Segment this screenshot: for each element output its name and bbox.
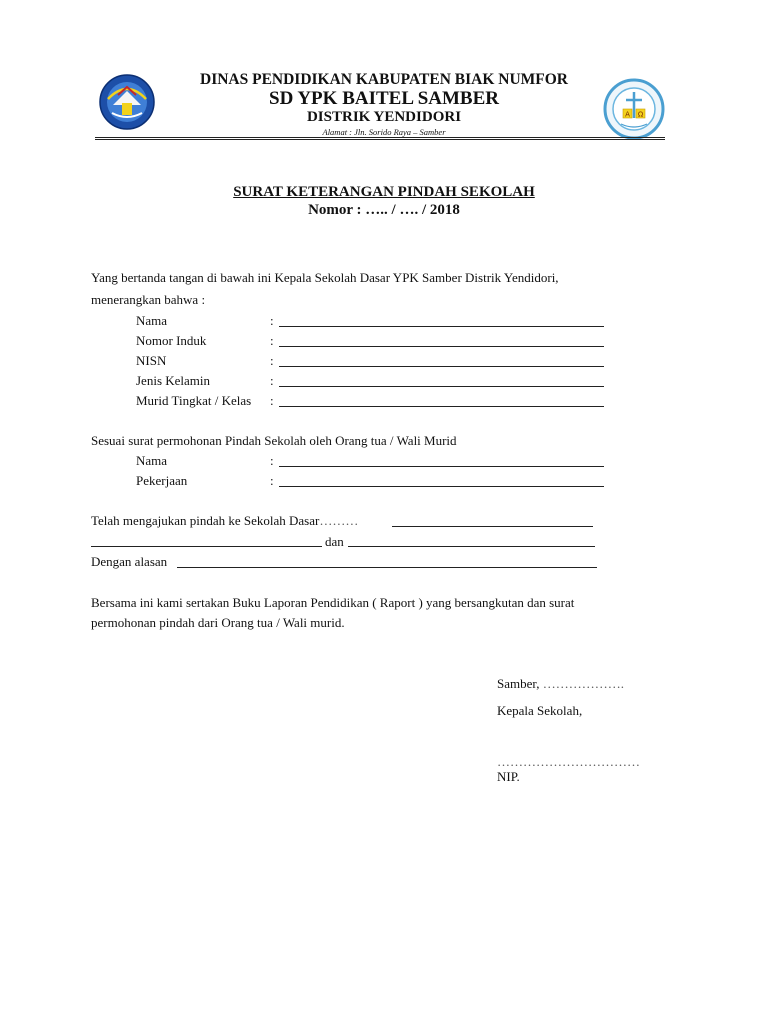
field-colon: :: [270, 313, 274, 328]
header-district: DISTRIK YENDIDORI: [306, 109, 462, 125]
header-agency: DINAS PENDIDIKAN KABUPATEN BIAK NUMFOR: [200, 71, 568, 88]
field-label: Nomor Induk: [136, 333, 207, 348]
field-label: Nama: [136, 453, 168, 468]
field-label: Murid Tingkat / Kelas: [136, 393, 252, 408]
intro-line-1: Yang bertanda tangan di bawah ini Kepala Sekolah Dasar YPK Samber Distrik Yendidori,: [91, 270, 559, 285]
signature-place: Samber, ……………….: [497, 676, 624, 691]
fill-in-line[interactable]: [392, 526, 593, 527]
fill-in-line[interactable]: [279, 366, 604, 367]
signature-role: Kepala Sekolah,: [497, 703, 583, 718]
fill-in-line[interactable]: [177, 567, 597, 568]
svg-text:Ω: Ω: [637, 110, 644, 119]
header-address: Alamat : Jln. Sorido Raya – Samber: [322, 127, 446, 137]
signature-name-blank: ……………………………: [497, 754, 640, 769]
dotted-blank: ………: [319, 513, 359, 528]
right-logo: [601, 78, 667, 140]
reason-label: Dengan alasan: [91, 554, 168, 569]
transfer-and: dan: [325, 534, 344, 549]
dotted-blank: ……………….: [542, 676, 624, 691]
ypk-seal-icon: [601, 78, 667, 140]
field-label: Jenis Kelamin: [136, 373, 211, 388]
field-colon: :: [270, 473, 274, 488]
tut-wuri-handayani-emblem-icon: [94, 73, 160, 131]
closing-line-1: Bersama ini kami sertakan Buku Laporan Pendidikan ( Raport ) yang bersangkutan dan surat: [91, 595, 575, 610]
fill-in-line[interactable]: [348, 546, 595, 547]
svg-text:A: A: [625, 110, 630, 119]
fill-in-line[interactable]: [279, 346, 604, 347]
parent-intro: Sesuai surat permohonan Pindah Sekolah oleh Orang tua / Wali Murid: [91, 433, 457, 448]
document-title: SURAT KETERANGAN PINDAH SEKOLAH: [233, 184, 535, 200]
document-number: Nomor : ….. / …. / 2018: [308, 202, 460, 218]
field-label: Pekerjaan: [136, 473, 188, 488]
field-label: NISN: [136, 353, 167, 368]
transfer-line-1: Telah mengajukan pindah ke Sekolah Dasar………: [91, 513, 359, 528]
fill-in-line[interactable]: [279, 386, 604, 387]
left-logo: [94, 73, 160, 131]
intro-line-2: menerangkan bahwa :: [91, 292, 206, 307]
field-colon: :: [270, 393, 274, 408]
fill-in-line[interactable]: [279, 326, 604, 327]
field-colon: :: [270, 333, 274, 348]
signature-nip: NIP.: [497, 769, 520, 784]
field-label: Nama: [136, 313, 168, 328]
field-colon: :: [270, 453, 274, 468]
header-rule-top: [95, 137, 665, 138]
fill-in-line[interactable]: [279, 406, 604, 407]
fill-in-line[interactable]: [279, 486, 604, 487]
field-colon: :: [270, 353, 274, 368]
fill-in-line[interactable]: [279, 466, 604, 467]
closing-line-2: permohonan pindah dari Orang tua / Wali murid.: [91, 615, 345, 630]
fill-in-line[interactable]: [91, 546, 322, 547]
header-school: SD YPK BAITEL SAMBER: [269, 88, 499, 109]
header-rule-bottom: [95, 139, 665, 140]
field-colon: :: [270, 373, 274, 388]
